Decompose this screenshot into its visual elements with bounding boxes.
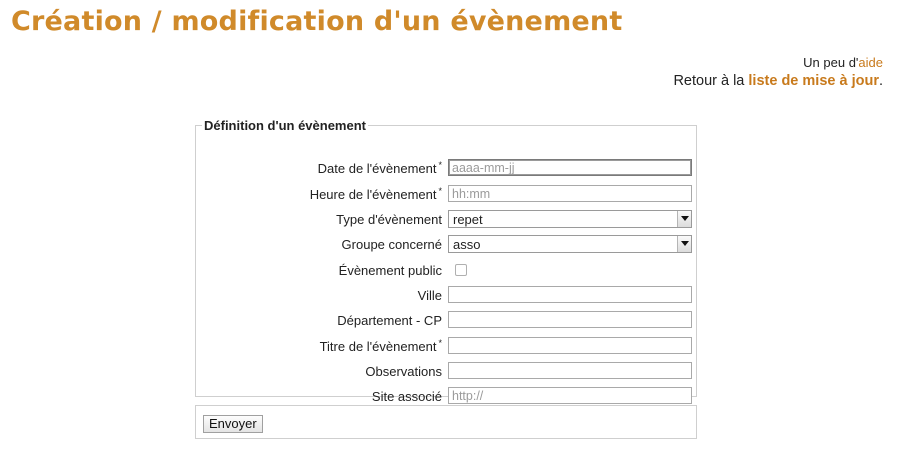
submit-button[interactable]: Envoyer xyxy=(203,415,263,433)
groupe-select[interactable] xyxy=(448,235,692,253)
titre-label: Titre de l'évènement * xyxy=(319,338,442,354)
row-site xyxy=(196,387,696,407)
titre-input[interactable] xyxy=(448,337,692,354)
row-titre xyxy=(196,337,696,357)
fieldset-legend: Définition d'un évènement xyxy=(204,118,366,133)
page-title: Création / modification d'un évènement xyxy=(11,6,623,37)
row-date xyxy=(196,159,696,179)
required-mark: * xyxy=(438,160,442,170)
heure-input[interactable] xyxy=(448,185,692,202)
event-fieldset xyxy=(195,118,697,404)
site-label: Site associé xyxy=(371,389,442,404)
departement-input[interactable] xyxy=(448,311,692,328)
submit-fieldset xyxy=(195,405,697,439)
ville-label: Ville xyxy=(417,288,442,303)
help-line xyxy=(803,55,883,70)
public-label: Évènement public xyxy=(338,263,442,278)
row-public xyxy=(196,261,696,281)
required-mark: * xyxy=(438,186,442,196)
type-selected-value: repet xyxy=(453,212,483,227)
public-checkbox[interactable] xyxy=(455,264,467,276)
row-heure xyxy=(196,185,696,205)
date-input[interactable] xyxy=(448,159,692,176)
help-prefix: Un peu d' xyxy=(803,55,859,70)
site-input[interactable] xyxy=(448,387,692,404)
heure-label: Heure de l'évènement * xyxy=(309,186,442,202)
type-label: Type d'évènement xyxy=(336,212,442,227)
dropdown-button[interactable] xyxy=(677,211,691,227)
groupe-selected-value: asso xyxy=(453,237,481,252)
row-ville xyxy=(196,286,696,306)
observations-input[interactable] xyxy=(448,362,692,379)
groupe-label: Groupe concerné xyxy=(341,237,442,252)
date-label: Date de l'évènement * xyxy=(317,160,442,176)
departement-label: Département - CP xyxy=(337,313,442,328)
dropdown-button[interactable] xyxy=(677,236,691,252)
back-prefix: Retour à la xyxy=(673,73,749,89)
back-to-list-link[interactable]: liste de mise à jour xyxy=(748,73,879,89)
row-observations xyxy=(196,362,696,382)
chevron-down-icon xyxy=(681,216,689,221)
back-line xyxy=(673,73,883,89)
back-suffix: . xyxy=(878,73,883,89)
ville-input[interactable] xyxy=(448,286,692,303)
row-departement xyxy=(196,311,696,331)
help-link[interactable]: aide xyxy=(858,55,883,70)
row-type xyxy=(196,210,696,230)
row-groupe xyxy=(196,235,696,255)
required-mark: * xyxy=(438,338,442,348)
chevron-down-icon xyxy=(681,241,689,246)
type-select[interactable] xyxy=(448,210,692,228)
observations-label: Observations xyxy=(365,364,442,379)
